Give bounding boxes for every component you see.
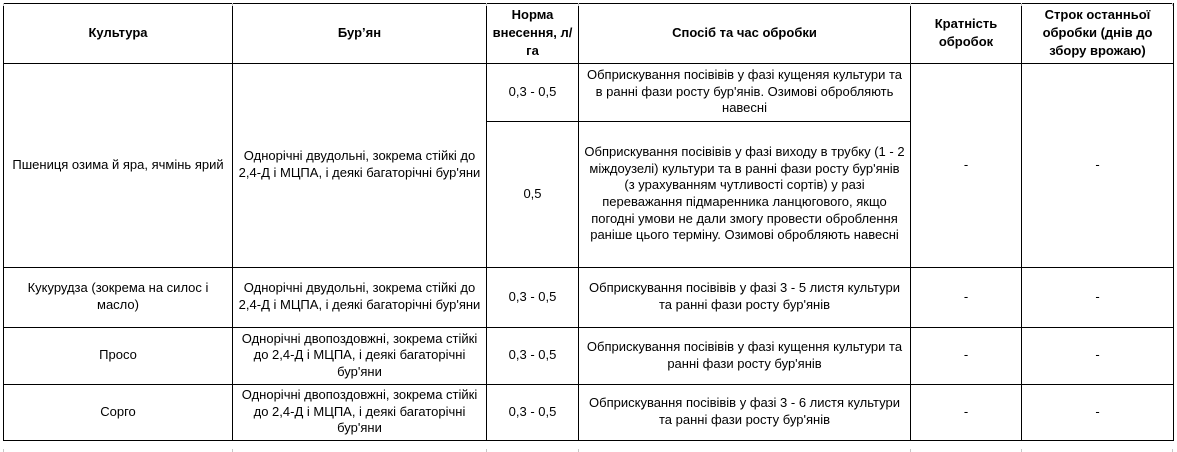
- cell-culture: Просо: [4, 327, 233, 384]
- gridline-stub: [1172, 3, 1173, 6]
- cell-weed: Однорічні двудольні, зокрема стійкі до 2,4-Д і МЦПА, і деякі багаторічні бур'яни: [233, 267, 487, 327]
- header-last-treatment: Строк останньої обробки (днів до збору врожаю): [1022, 4, 1174, 64]
- table-header-row: [4, 4, 1174, 64]
- table-row: [4, 327, 1174, 384]
- cell-last-treatment: -: [1022, 384, 1174, 440]
- cell-method: Обприскування посівівів у фазі 3 - 5 листя культури та ранні фази росту бур'янів: [579, 267, 911, 327]
- cell-last-treatment: -: [1022, 327, 1174, 384]
- table-row: [4, 63, 1174, 121]
- header-frequency: Кратність обробок: [911, 4, 1022, 64]
- cell-weed: Однорічні двопоздовжні, зокрема стійкі до 2,4-Д і МЦПА, і деякі багаторічні бур'яни: [233, 327, 487, 384]
- cell-rate: 0,3 - 0,5: [487, 384, 579, 440]
- gridline-stub: [232, 3, 233, 6]
- cell-rate: 0,5: [487, 121, 579, 267]
- gridline-stub: [910, 3, 911, 6]
- cell-frequency: -: [911, 63, 1022, 267]
- gridline-stub: [3, 3, 4, 6]
- herbicide-application-table: [3, 3, 1174, 441]
- cell-frequency: -: [911, 267, 1022, 327]
- cell-method: Обприскування посівівів у фазі кущеняя культури та в ранні фази росту бур'янів. Озимові обробляють навесні: [579, 63, 911, 121]
- cell-rate: 0,3 - 0,5: [487, 267, 579, 327]
- header-culture: Культура: [4, 4, 233, 64]
- cell-frequency: -: [911, 327, 1022, 384]
- cell-method: Обприскування посівівів у фазі 3 - 6 листя культури та ранні фази росту бур'янів: [579, 384, 911, 440]
- gridline-stub: [1021, 3, 1022, 6]
- cell-last-treatment: -: [1022, 267, 1174, 327]
- gridline-stub: [486, 3, 487, 6]
- table-row: [4, 384, 1174, 440]
- cell-rate: 0,3 - 0,5: [487, 63, 579, 121]
- cell-method: Обприскування посівівів у фазі виходу в трубку (1 - 2 міждоузелі) культури та в ранні фази росту бур'янів (з урахуванням чутливості сортів) у разі переважання підмаренника ланцюгового, якщо погодні умови не дали змогу провести оброблення раніше цього терміну. Озимові обробляють навесні: [579, 121, 911, 267]
- header-method: Спосіб та час обробки: [579, 4, 911, 64]
- cell-culture: Сорго: [4, 384, 233, 440]
- cell-culture: Кукурудза (зокрема на силос і масло): [4, 267, 233, 327]
- cell-culture: Пшениця озима й яра, ячмінь ярий: [4, 63, 233, 267]
- cell-rate: 0,3 - 0,5: [487, 327, 579, 384]
- cell-method: Обприскування посівівів у фазі кущення культури та ранні фази росту бур'янів: [579, 327, 911, 384]
- gridline-stub: [578, 3, 579, 6]
- cell-weed: Однорічні двудольні, зокрема стійкі до 2,4-Д і МЦПА, і деякі багаторічні бур'яни: [233, 63, 487, 267]
- table-row: [4, 267, 1174, 327]
- cell-frequency: -: [911, 384, 1022, 440]
- cell-last-treatment: -: [1022, 63, 1174, 267]
- header-weed: Бур’ян: [233, 4, 487, 64]
- header-rate: Норма внесення, л/га: [487, 4, 579, 64]
- cell-weed: Однорічні двопоздовжні, зокрема стійкі до 2,4-Д і МЦПА, і деякі багаторічні бур'яни: [233, 384, 487, 440]
